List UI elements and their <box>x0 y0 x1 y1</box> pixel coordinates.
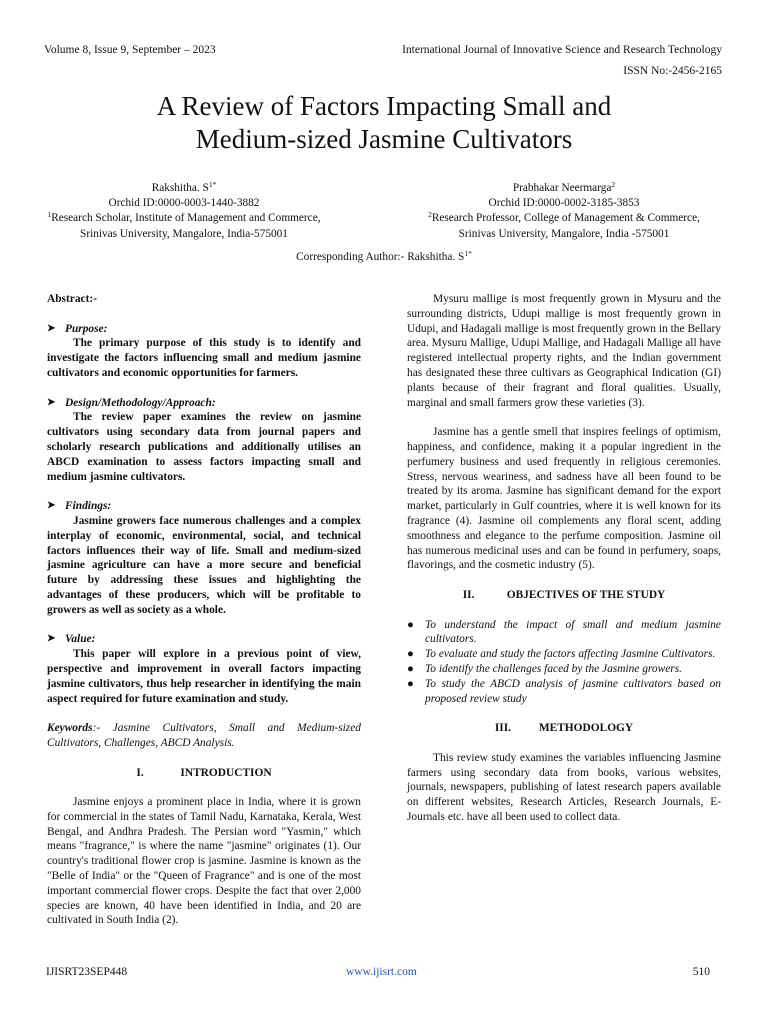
issn: ISSN No:-2456-2165 <box>623 65 722 77</box>
value-heading: ➤ Value: <box>47 633 96 646</box>
section-heading-methodology: III. METHODOLOGY <box>494 722 634 735</box>
introduction-paragraph: Jasmine enjoys a prominent place in India, where it is grown for commercial in the states of Tamil Nadu, Karnataka, Kerala, West Bengal, and Andhra Pradesh. The Persian word "Yasmin," which means "fragrance," is where the name "jasmine" originates (1). Our country's traditional flower crop is jasmine. Jasmine is known as the "Belle of India" or the "Queen of Fragrance" and is one of the most important commercial flower crops. Despite the fact that over 2,000 species are known, 40 have been identified in India, and 20 are cultivated in South India (2). <box>47 796 361 927</box>
abstract-heading: Abstract:- <box>47 293 97 305</box>
findings-heading: ➤ Findings: <box>47 500 112 513</box>
design-text: The review paper examines the review on jasmine cultivators using secondary data from journal papers and scholarly research publications and additionally utilises an ABCD examination to assess factors impacting small and medium jasmine cultivators. <box>47 411 361 483</box>
title-line-1: A Review of Factors Impacting Small and <box>156 91 612 121</box>
affiliation-mark: 1 <box>47 210 52 220</box>
bullet-dot-icon: ● <box>407 618 414 631</box>
affiliation-line-2: Srinivas University, Mangalore, India -575001 <box>458 227 670 240</box>
affiliation-line-1: Research Scholar, Institute of Management and Commerce, <box>51 212 321 225</box>
affiliation-line-1: Research Professor, College of Management & Commerce, <box>431 212 700 225</box>
cultivars-paragraph: Mysuru mallige is most frequently grown in Mysuru and the surrounding districts, Udupi mallige is most frequently grown in Udupi, and Hadagali mallige is most frequently grown in the Bellary area. Mysuru Mallige, Udupi Mallige, and Hadagali Mallige all have registered intellectual property rights, and the Indian government has designated these three cultivars as Geographical Indication (GI) plants because of their fragrant and floral qualities. Usually, marginal and small farmers grow these varieties (3). <box>407 293 721 409</box>
design-heading: ➤ Design/Methodology/Approach: <box>47 396 216 409</box>
section-heading-introduction: I. INTRODUCTION <box>136 766 272 779</box>
author-name: Rakshitha. S <box>151 182 209 194</box>
section-heading-objectives: II. OBJECTIVES OF THE STUDY <box>462 588 666 601</box>
volume-info: Volume 8, Issue 9, September – 2023 <box>44 44 216 56</box>
author-orcid: Orchid ID:0000-0002-3185-3853 <box>488 197 640 210</box>
paper-title <box>60 90 708 156</box>
page-footer <box>46 966 710 982</box>
purpose-text: The primary purpose of this study is to identify and investigate the factors influencing small and medium jasmine cultivators and economic opportunities for farmers. <box>47 337 361 379</box>
arrow-bullet-icon: ➤ <box>47 633 56 645</box>
journal-name: International Journal of Innovative Science and Research Technology <box>402 44 722 56</box>
page-number: 510 <box>692 966 710 978</box>
author-orcid: Orchid ID:0000-0003-1440-3882 <box>108 197 260 210</box>
title-line-2: Medium-sized Jasmine Cultivators <box>195 124 573 154</box>
list-item: ● To understand the impact of small and medium jasmine cultivators. <box>407 618 721 646</box>
author-mark: 2 <box>611 180 616 189</box>
corresponding-mark: 1* <box>464 249 472 258</box>
author-name: Prabhakar Neermarga <box>512 182 612 194</box>
author-mark: 1* <box>208 180 217 189</box>
right-column <box>407 292 721 825</box>
methodology-paragraph: This review study examines the variables influencing Jasmine farmers using secondary data from books, various websites, journals, newspapers, publishing of latest research papers available on different websites, Research Articles, Research Journals, E-Journals etc. have all been used to collect data. <box>407 751 721 823</box>
objectives-list <box>407 618 721 707</box>
keywords <box>47 721 361 751</box>
bullet-dot-icon: ● <box>407 648 414 661</box>
left-column <box>47 292 361 928</box>
value-text: This paper will explore in a previous point of view, perspective and improvement in overall factors impacting jasmine cultivators, thus help researcher in identifying the main aspect required for future examination and study. <box>47 648 361 705</box>
keywords-text: :- Jasmine Cultivators, Small and Medium-sized Cultivators, Challenges, ABCD Analysis. <box>47 722 361 749</box>
bullet-dot-icon: ● <box>407 677 414 690</box>
findings-text: Jasmine growers face numerous challenges and a complex interplay of economic, environmental, social, and technical factors influences their way of life. Small and medium-sized jasmine agriculture can have a more secure and beneficial future by addressing these issues and highlighting the advantages of these producers, which will be profitable to growers as well as society as a whole. <box>47 514 361 616</box>
purpose-heading: ➤ Purpose: <box>47 322 108 335</box>
affiliation-line-2: Srinivas University, Mangalore, India-575001 <box>80 227 288 240</box>
affiliation-mark: 2 <box>428 210 432 220</box>
list-item: ● To identify the challenges faced by the Jasmine growers. <box>407 662 682 675</box>
arrow-bullet-icon: ➤ <box>47 322 56 334</box>
bullet-dot-icon: ● <box>407 662 414 675</box>
list-item: ● To evaluate and study the factors affecting Jasmine Cultivators. <box>407 648 716 661</box>
list-item: ● To study the ABCD analysis of jasmine cultivators based on proposed review study <box>407 677 721 705</box>
arrow-bullet-icon: ➤ <box>47 500 56 512</box>
corresponding-text: Corresponding Author:- Rakshitha. S <box>296 251 465 263</box>
arrow-bullet-icon: ➤ <box>47 396 56 408</box>
keywords-label: Keywords <box>47 722 93 735</box>
paper-code: IJISRT23SEP448 <box>46 966 128 978</box>
fragrance-paragraph: Jasmine has a gentle smell that inspires feelings of optimism, happiness, and confidence, making it a popular ingredient in the perfumery business and used frequently in religious ceremonies. Stress, nervous weariness, and sadness have all been found to be treated by its aroma. Jasmine has significant demand for the export market, particularly in Gulf countries, where it is well known for its fragrance (4). Jasmine oil complements any floral scent, adding smoothness and elegance to the perfume composition. Jasmine oil has numerous medicinal uses and can be found in perfumery, soaps, flavorings, and the cosmetic industry (5). <box>407 426 721 572</box>
author-block-1 <box>4 181 364 242</box>
corresponding-author <box>0 251 768 263</box>
page-header <box>44 44 722 60</box>
journal-website-link[interactable]: www.ijisrt.com <box>346 966 417 978</box>
author-block-2 <box>384 181 744 242</box>
